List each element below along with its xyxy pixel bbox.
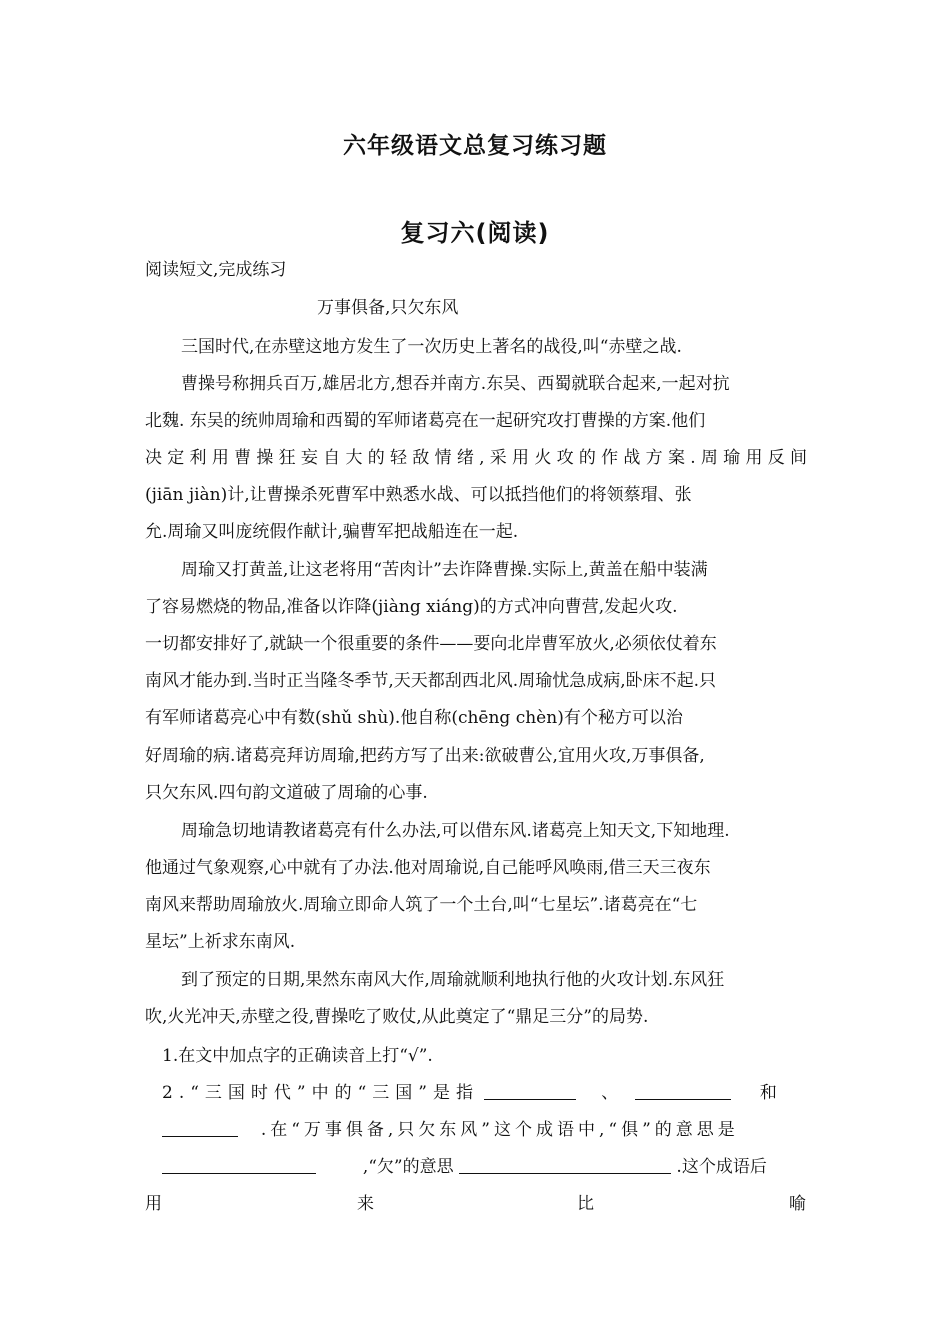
question-2-word: 喻 [789, 1194, 806, 1214]
paragraph-line: 三国时代,在赤壁这地方发生了一次历史上著名的战役,叫“赤壁之战. [181, 337, 682, 357]
question-2-word: 用 [145, 1194, 162, 1214]
question-2-line-2 [162, 1119, 807, 1141]
paragraph-line: 好周瑜的病.诸葛亮拜访周瑜,把药方写了出来:欲破曹公,宜用火攻,万事俱备, [145, 746, 705, 766]
paragraph-line: 允.周瑜又叫庞统假作献计,骗曹军把战船连在一起. [145, 522, 519, 542]
answer-blank[interactable] [484, 1083, 576, 1100]
answer-blank[interactable] [635, 1083, 731, 1100]
question-2-word: 来 [357, 1194, 374, 1214]
paragraph-line: 了容易燃烧的物品,准备以诈降(jiàng xiáng)的方式冲向曹营,发起火攻. [145, 597, 678, 617]
question-2-word: 比 [577, 1194, 594, 1214]
paragraph-line: 有军师诸葛亮心中有数(shǔ shù).他自称(chēng chèn)有个秘方可以治 [145, 708, 683, 728]
paragraph-line: (jiān jiàn)计,让曹操杀死曹军中熟悉水战、可以抵挡他们的将领蔡瑁、张 [145, 485, 692, 505]
paragraph-line: 决定利用曹操狂妄自大的轻敌情绪,采用火攻的作战方案.周瑜用反间 [145, 448, 807, 468]
page-title: 六年级语文总复习练习题 [343, 133, 607, 159]
paragraph-line: 南风来帮助周瑜放火.周瑜立即命人筑了一个土台,叫“七星坛”.诸葛亮在“七 [145, 895, 698, 915]
paragraph-line: 星坛”上祈求东南风. [145, 932, 296, 952]
paragraph-line: 他通过气象观察,心中就有了办法.他对周瑜说,自己能呼风唤雨,借三天三夜东 [145, 858, 711, 878]
answer-blank[interactable] [459, 1157, 671, 1174]
paragraph-line: 吹,火光冲天,赤壁之役,曹操吃了败仗,从此奠定了“鼎足三分”的局势. [145, 1007, 649, 1027]
paragraph-line: 周瑜急切地请教诸葛亮有什么办法,可以借东风.诸葛亮上知天文,下知地理. [181, 821, 730, 841]
question-2-text: .这个成语后 [676, 1157, 767, 1177]
question-1: 1.在文中加点字的正确读音上打“√”. [162, 1046, 433, 1066]
question-2-line-3 [162, 1156, 807, 1178]
paragraph-line: 只欠东风.四句韵文道破了周瑜的心事. [145, 783, 428, 803]
answer-blank[interactable] [162, 1120, 238, 1137]
paragraph-line: 到了预定的日期,果然东南风大作,周瑜就顺利地执行他的火攻计划.东风狂 [181, 970, 725, 990]
answer-blank[interactable] [162, 1157, 316, 1174]
question-2-text: 2.“三国时代”中的“三国”是指 [162, 1083, 479, 1103]
section-title: 复习六(阅读) [400, 219, 550, 247]
paragraph-line: 北魏. 东吴的统帅周瑜和西蜀的军师诸葛亮在一起研究攻打曹操的方案.他们 [145, 411, 706, 431]
question-2-line-1 [162, 1082, 807, 1104]
instruction: 阅读短文,完成练习 [145, 260, 287, 280]
paragraph-line: 南风才能办到.当时正当隆冬季节,天天都刮西北风.周瑜忧急成病,卧床不起.只 [145, 671, 717, 691]
separator-text: 、 [601, 1083, 619, 1103]
separator-text: 和 [759, 1083, 777, 1103]
paragraph-line: 一切都安排好了,就缺一个很重要的条件——要向北岸曹军放火,必须依仗着东 [145, 634, 717, 654]
question-2-text: ,“欠”的意思 [362, 1157, 454, 1177]
paragraph-line: 曹操号称拥兵百万,雄居北方,想吞并南方.东吴、西蜀就联合起来,一起对抗 [181, 374, 730, 394]
paragraph-line: 周瑜又打黄盖,让这老将用“苦肉计”去诈降曹操.实际上,黄盖在船中装满 [181, 560, 708, 580]
story-title: 万事俱备,只欠东风 [317, 298, 459, 318]
question-2-text: .在“万事俱备,只欠东风”这个成语中,“俱”的意思是 [260, 1120, 739, 1140]
